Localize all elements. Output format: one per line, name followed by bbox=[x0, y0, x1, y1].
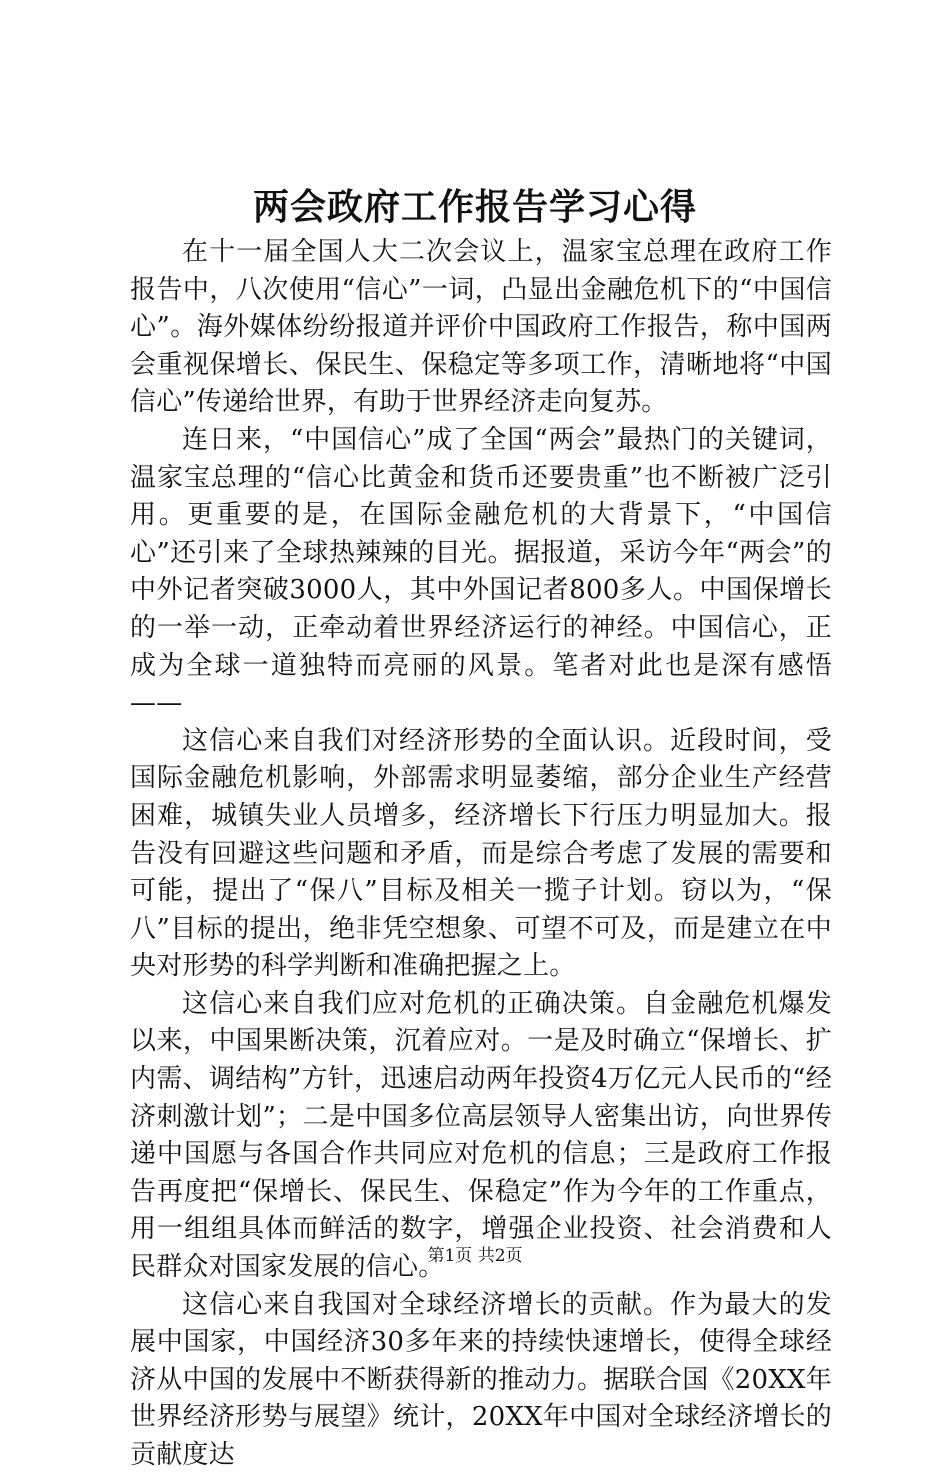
paragraph: 这信心来自我们应对危机的正确决策。自金融危机爆发以来，中国果断决策，沉着应对。一是及时确立“保增长、扩内需、调结构”方针，迅速启动两年投资4万亿元人民币的“经济刺激计划”；二是中国多位高层领导人密集出访，向世界传递中国愿与各国合作共同应对危机的信息；三是政府工作报告再度把“保增长、保民生、保稳定”作为今年的工作重点，用一组组具体而鲜活的数字，增强企业投资、社会消费和人民群众对国家发展的信心。 bbox=[130, 988, 832, 1283]
paragraph: 连日来，“中国信心”成了全国“两会”最热门的关键词，温家宝总理的“信心比黄金和货币还要贵重”也不断被广泛引用。更重要的是，在国际金融危机的大背景下，“中国信心”还引来了全球热辣辣的目光。据报道，采访今年“两会”的中外记者突破3000人，其中外国记者800多人。中国保增长的一举一动，正牵动着世界经济运行的神经。中国信心，正成为全球一道独特而亮丽的风景。笔者对此也是深有感悟—— bbox=[130, 424, 832, 719]
paragraph: 在十一届全国人大二次会议上，温家宝总理在政府工作报告中，八次使用“信心”一词，凸显出金融危机下的“中国信心”。海外媒体纷纷报道并评价中国政府工作报告，称中国两会重视保增长、保民生、保稳定等多项工作，清晰地将“中国信心”传递给世界，有助于世界经济走向复苏。 bbox=[130, 237, 832, 418]
paragraph: 这信心来自我国对全球经济增长的贡献。作为最大的发展中国家，中国经济30多年来的持续快速增长，使得全球经济从中国的发展中不断获得新的推动力。据联合国《20XX年世界经济形势与展望》统计，20XX年中国对全球经济增长的贡献度达 bbox=[130, 1289, 832, 1470]
document-title: 两会政府工作报告学习心得 bbox=[252, 186, 697, 228]
paragraph: 这信心来自我们对经济形势的全面认识。近段时间，受国际金融危机影响，外部需求明显萎缩，部分企业生产经营困难，城镇失业人员增多，经济增长下行压力明显加大。报告没有回避这些问题和矛盾，而是综合考虑了发展的需要和可能，提出了“保八”目标及相关一揽子计划。窃以为，“保八”目标的提出，绝非凭空想象、可望不可及，而是建立在中央对形势的科学判断和准确把握之上。 bbox=[130, 725, 832, 982]
document-body bbox=[130, 234, 832, 1475]
page-footer: 第1页 共2页 bbox=[427, 1246, 523, 1266]
